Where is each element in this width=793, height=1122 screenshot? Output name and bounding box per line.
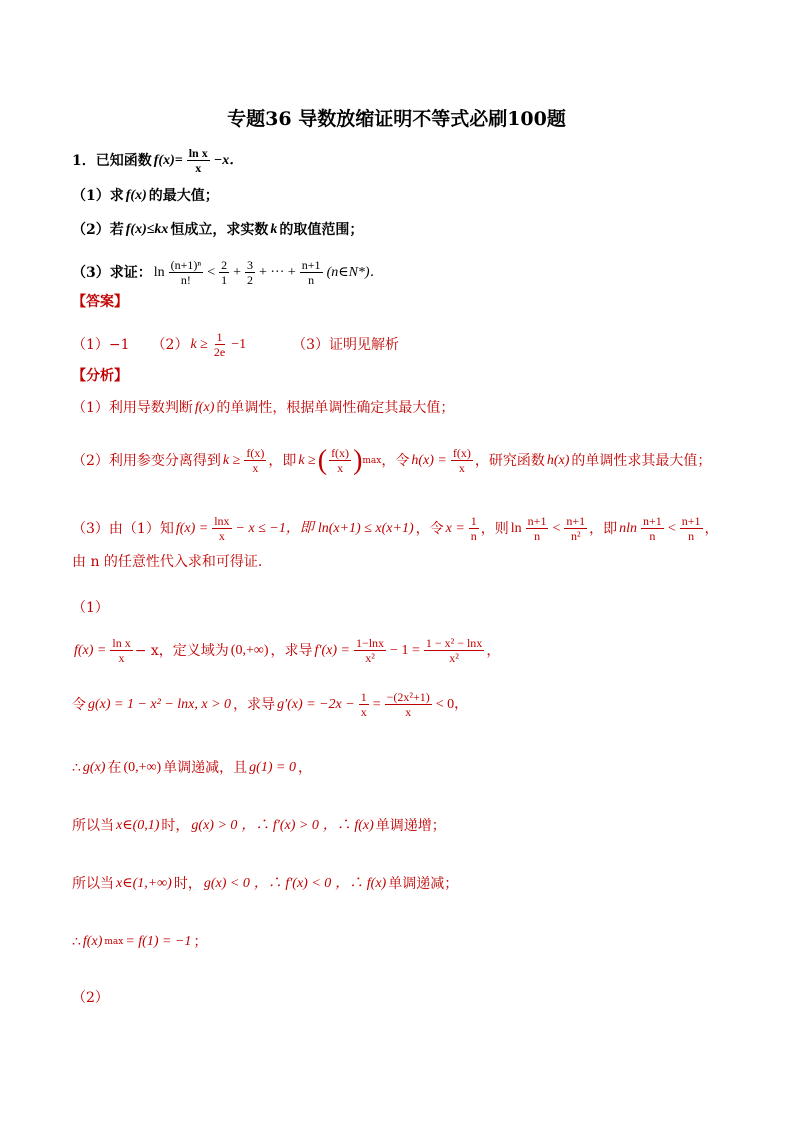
denominator: n bbox=[649, 529, 656, 543]
answer-part-3: （3）证明见解析 bbox=[292, 336, 400, 353]
solution-text: 时， bbox=[173, 876, 202, 892]
math-hx: h(x) bbox=[546, 452, 570, 468]
math-expression: − x ≤ −1，即 bbox=[235, 520, 314, 536]
denominator: n bbox=[534, 529, 541, 543]
denominator: x bbox=[458, 461, 465, 475]
analysis-header: 【分析】 bbox=[72, 368, 128, 384]
solution-text-end: ； bbox=[193, 934, 208, 950]
math-interval: x∈(1,+∞) bbox=[116, 876, 172, 891]
numerator: 1−lnx bbox=[355, 636, 385, 650]
page-title: 专题36 导数放缩证明不等式必刷100题 bbox=[227, 108, 566, 130]
numerator: n+1 bbox=[527, 514, 547, 528]
math-less-than: < bbox=[207, 264, 216, 280]
answer-part-2-label: （2） bbox=[151, 336, 189, 353]
fraction-1-over-x bbox=[359, 690, 369, 719]
math-derivative: g′(x) = −2x − bbox=[277, 696, 355, 712]
fraction-lnx-over-x bbox=[212, 514, 231, 543]
fraction-n1-over-n bbox=[526, 514, 549, 543]
subscript-max: max bbox=[362, 455, 382, 466]
solution-1-line-1 bbox=[72, 636, 500, 665]
analysis-part-3 bbox=[72, 514, 719, 543]
solution-text: ，求导 bbox=[270, 642, 313, 659]
denominator: x bbox=[337, 461, 344, 475]
question-1-stem bbox=[72, 146, 245, 175]
numerator: −(2x²+1) bbox=[386, 690, 430, 704]
fraction-fx-over-x bbox=[329, 446, 351, 475]
solution-text-end: 单调递增； bbox=[375, 818, 446, 834]
numerator: n+1 bbox=[301, 258, 321, 272]
answer-part-1: （1）−1 bbox=[72, 336, 130, 353]
math-k-geq: k ≥ bbox=[298, 452, 316, 468]
math-less-than: < bbox=[552, 520, 561, 536]
math-derivative: f′(x) = bbox=[314, 642, 350, 658]
question-part-2 bbox=[72, 220, 363, 240]
analysis-text: ，令 bbox=[381, 452, 410, 469]
fraction-lnx-over-x bbox=[110, 636, 132, 665]
fraction-fx-over-x bbox=[451, 446, 473, 475]
math-dots: + ··· + bbox=[259, 264, 296, 280]
denominator: n bbox=[688, 529, 695, 543]
analysis-text: ，令 bbox=[415, 520, 444, 537]
solution-1-label: （1） bbox=[72, 600, 109, 616]
solution-1-line-6 bbox=[72, 932, 207, 952]
analysis-text: ，研究函数 bbox=[474, 452, 545, 469]
denominator: 2 bbox=[247, 273, 253, 287]
math-condition: ，∴ f′(x) > 0 bbox=[241, 818, 319, 833]
solution-text-end: ， bbox=[297, 760, 312, 776]
part-text-end: 的取值范围； bbox=[279, 222, 364, 238]
denominator: x² bbox=[365, 651, 375, 665]
math-fx: f(x) = bbox=[74, 642, 107, 658]
fraction-1-over-2e bbox=[212, 330, 227, 359]
solution-text: 时， bbox=[161, 818, 190, 834]
numerator: n+1 bbox=[643, 514, 662, 528]
solution-text-end: ， bbox=[486, 642, 501, 659]
part-text: 的最大值； bbox=[148, 188, 219, 204]
part-label: （3）求证： bbox=[72, 264, 152, 281]
part-label: （1）求 bbox=[72, 188, 124, 204]
numerator: n+1 bbox=[566, 514, 586, 528]
denominator: x bbox=[360, 705, 367, 719]
analysis-part-3-line-2: 由 n 的任意性代入求和可得证. bbox=[72, 554, 263, 570]
math-gx: g(x) = 1 − x² − lnx, x > 0 bbox=[88, 696, 232, 712]
denominator: x² bbox=[449, 651, 459, 665]
analysis-text: ，则 bbox=[480, 520, 509, 537]
math-less-zero: < 0， bbox=[435, 696, 469, 712]
answer-header: 【答案】 bbox=[72, 294, 128, 310]
analysis-text: ，即 bbox=[268, 452, 297, 469]
denominator: n bbox=[308, 273, 315, 287]
math-minus-one: − 1 = bbox=[390, 642, 420, 658]
numerator: (n+1)ⁿ bbox=[170, 258, 202, 272]
math-g1: g(1) = 0 bbox=[249, 760, 296, 775]
numerator: 3 bbox=[247, 258, 253, 272]
math-k: k bbox=[270, 222, 278, 237]
fraction-lnx-over-x bbox=[187, 146, 210, 175]
analysis-text-end: 的单调性，根据单调性确定其最大值； bbox=[216, 400, 455, 416]
math-fx: f(x) = bbox=[175, 520, 209, 536]
question-part-1 bbox=[72, 186, 219, 206]
fraction-n1-over-n2 bbox=[564, 514, 587, 543]
denominator: x bbox=[195, 161, 202, 175]
math-ln: ln bbox=[153, 264, 165, 280]
fraction-n1-over-n bbox=[300, 258, 323, 287]
math-condition: ，∴ f′(x) < 0 bbox=[253, 876, 332, 891]
math-fx: f(x) bbox=[125, 188, 147, 203]
math-minus-1: −1 bbox=[231, 336, 247, 352]
answer-line bbox=[72, 330, 399, 359]
math-inequality: f(x)≤kx bbox=[125, 222, 169, 237]
left-paren: ( bbox=[317, 444, 328, 476]
function-f: f(x)= bbox=[153, 152, 183, 168]
analysis-text: （2）利用参变分离得到 bbox=[72, 452, 221, 469]
math-domain: (0,+∞) bbox=[230, 642, 269, 658]
analysis-text-end: ， bbox=[704, 520, 719, 537]
solution-text: 所以当 bbox=[72, 876, 114, 892]
denominator: x bbox=[252, 461, 259, 475]
math-condition: g(x) < 0 bbox=[203, 876, 250, 891]
analysis-text: （1）利用导数判断 bbox=[72, 400, 193, 416]
fraction-2-over-1 bbox=[219, 258, 229, 287]
math-equals: = bbox=[372, 696, 381, 712]
solution-text: 在 bbox=[107, 760, 122, 776]
math-inequality: ln(x+1) ≤ x(x+1) bbox=[317, 520, 414, 536]
therefore-symbol: ∴ bbox=[72, 760, 81, 776]
math-condition: ，∴ f(x) bbox=[335, 876, 387, 891]
fraction-derivative-a bbox=[354, 636, 386, 665]
fraction-derivative-b bbox=[424, 636, 484, 665]
question-number: 1．已知函数 bbox=[72, 152, 152, 169]
math-fx: f(x) bbox=[82, 934, 103, 949]
solution-text-end: 单调递减； bbox=[388, 876, 459, 892]
numerator: f(x) bbox=[452, 446, 471, 460]
math-domain: (0,+∞) bbox=[123, 760, 162, 775]
fraction-n1-over-n bbox=[641, 514, 664, 543]
fraction-3-over-2 bbox=[245, 258, 255, 287]
math-less-than: < bbox=[667, 520, 676, 536]
math-equals: = f(1) = −1 bbox=[125, 934, 192, 949]
numerator: 1 bbox=[470, 514, 477, 528]
solution-1-line-2 bbox=[72, 690, 470, 719]
math-condition: (n∈N*)． bbox=[326, 264, 384, 280]
numerator: f(x) bbox=[331, 446, 350, 460]
denominator: x bbox=[405, 705, 412, 719]
subscript-max: max bbox=[104, 937, 124, 947]
fraction-n1-over-n bbox=[680, 514, 703, 543]
denominator: 2e bbox=[213, 345, 226, 359]
math-fx: f(x) bbox=[194, 400, 215, 415]
solution-1-line-5 bbox=[72, 874, 458, 894]
math-plus: + bbox=[233, 264, 241, 280]
part-label: （2）若 bbox=[72, 222, 124, 238]
right-paren: ) bbox=[353, 444, 363, 476]
fraction-power-over-factorial bbox=[169, 258, 204, 287]
numerator: 2 bbox=[221, 258, 228, 272]
fraction-1-over-n bbox=[469, 514, 479, 543]
solution-text: 单调递减，且 bbox=[163, 760, 248, 776]
denominator: n! bbox=[180, 273, 191, 287]
math-condition: ，∴ f(x) bbox=[322, 818, 374, 833]
denominator: x bbox=[218, 529, 225, 543]
denominator: x bbox=[118, 651, 125, 665]
numerator: f(x) bbox=[246, 446, 265, 460]
math-hx: h(x) = bbox=[411, 452, 447, 468]
numerator: lnx bbox=[214, 514, 230, 528]
solution-2-label: （2） bbox=[72, 990, 109, 1006]
solution-1-line-4 bbox=[72, 816, 446, 836]
solution-text: − x，定义域为 bbox=[134, 642, 229, 659]
denominator: n² bbox=[570, 529, 581, 543]
solution-text: ，求导 bbox=[233, 696, 276, 713]
numerator: ln x bbox=[112, 636, 131, 650]
solution-text: 令 bbox=[72, 696, 86, 713]
fraction-derivative-c bbox=[385, 690, 432, 719]
analysis-text: （3）由（1）知 bbox=[72, 520, 174, 537]
math-condition: g(x) > 0 bbox=[191, 818, 238, 833]
function-tail: −x． bbox=[213, 152, 244, 168]
math-gx: g(x) bbox=[82, 760, 106, 775]
analysis-text: ，即 bbox=[589, 520, 618, 537]
denominator: 1 bbox=[221, 273, 228, 287]
math-k-geq: k ≥ bbox=[190, 336, 208, 352]
fraction-fx-over-x bbox=[244, 446, 266, 475]
math-nln: nln bbox=[619, 520, 638, 536]
analysis-text-end: 的单调性求其最大值； bbox=[571, 452, 712, 469]
numerator: 1 bbox=[360, 690, 367, 704]
therefore-symbol: ∴ bbox=[72, 934, 81, 950]
math-ln: ln bbox=[510, 520, 522, 536]
numerator: ln x bbox=[188, 146, 208, 160]
numerator: 1 bbox=[216, 330, 223, 344]
math-x-eq: x = bbox=[445, 520, 465, 536]
math-interval: x∈(0,1) bbox=[116, 818, 160, 833]
solution-text: 所以当 bbox=[72, 818, 114, 834]
numerator: 1 − x² − lnx bbox=[425, 636, 483, 650]
denominator: n bbox=[470, 529, 477, 543]
analysis-part-2 bbox=[72, 446, 711, 475]
part-text: 恒成立，求实数 bbox=[170, 222, 269, 238]
solution-1-line-3 bbox=[72, 758, 312, 778]
analysis-part-1 bbox=[72, 398, 454, 418]
math-k-geq: k ≥ bbox=[222, 452, 241, 468]
numerator: n+1 bbox=[681, 514, 701, 528]
question-part-3 bbox=[72, 258, 386, 287]
